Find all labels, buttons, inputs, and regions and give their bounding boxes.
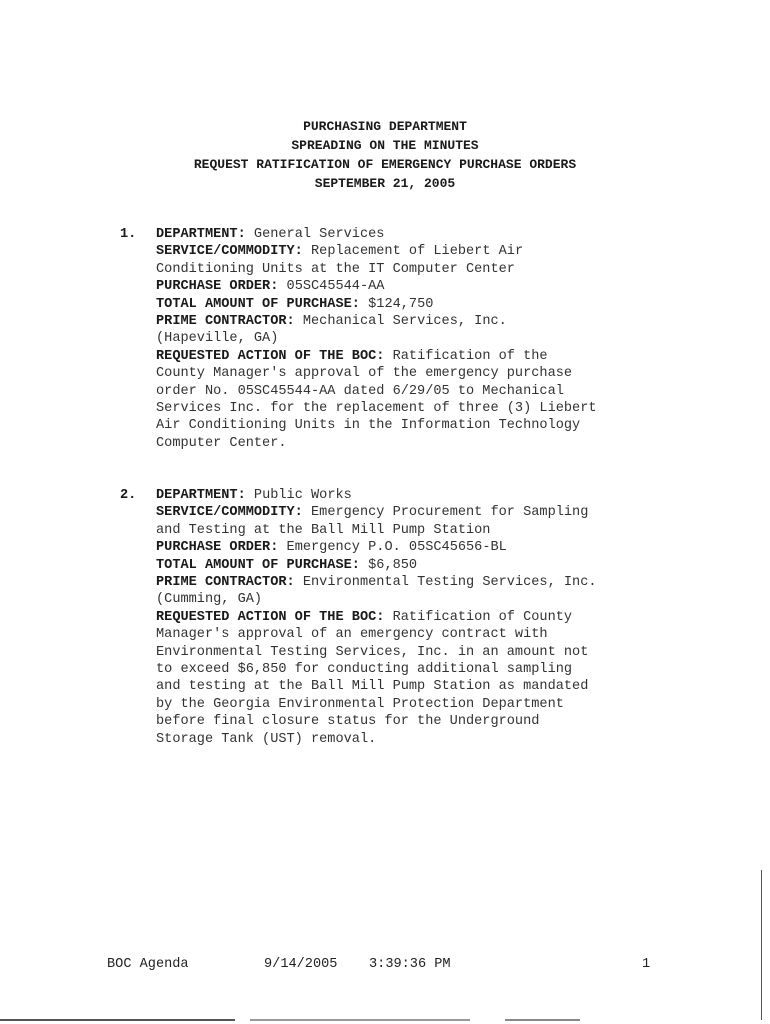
department-title: PURCHASING DEPARTMENT bbox=[303, 119, 467, 134]
contractor-location: (Cumming, GA) bbox=[156, 592, 263, 608]
contractor-location: (Hapeville, GA) bbox=[156, 331, 279, 347]
requested-action-line: by the Georgia Environmental Protection Department bbox=[156, 696, 564, 712]
requested-action-line: to exceed $6,850 for conducting additional sampling bbox=[156, 662, 573, 678]
requested-action-label: REQUESTED ACTION OF THE BOC: bbox=[156, 348, 385, 364]
requested-action-line: before final closure status for the Underground bbox=[156, 714, 540, 730]
footer-time: 3:39:36 PM bbox=[369, 957, 451, 972]
requested-action-value: Ratification of the bbox=[392, 348, 548, 364]
total-amount-value: $6,850 bbox=[368, 557, 418, 573]
purchase-order-label: PURCHASE ORDER: bbox=[156, 279, 279, 295]
footer-date: 9/14/2005 bbox=[264, 957, 338, 972]
purchase-order-label: PURCHASE ORDER: bbox=[156, 540, 279, 556]
meeting-date: SEPTEMBER 21, 2005 bbox=[314, 176, 456, 191]
requested-action-line: Manager's approval of an emergency contract with bbox=[156, 627, 548, 643]
prime-contractor-label: PRIME CONTRACTOR: bbox=[156, 314, 295, 330]
purchase-order-value: 05SC45544-AA bbox=[286, 279, 385, 295]
page-number: 1 bbox=[642, 957, 651, 972]
document-header bbox=[0, 117, 770, 193]
service-value: Emergency Procurement for Sampling bbox=[311, 505, 589, 521]
requested-action-line: and testing at the Ball Mill Pump Station as mandated bbox=[156, 679, 589, 695]
prime-contractor-value: Mechanical Services, Inc. bbox=[302, 314, 507, 330]
request-title: REQUEST RATIFICATION OF EMERGENCY PURCHASE ORDERS bbox=[193, 157, 577, 172]
department-label: DEPARTMENT: bbox=[156, 227, 246, 242]
section-title: SPREADING ON THE MINUTES bbox=[291, 138, 479, 153]
service-value-continued: Conditioning Units at the IT Computer Center bbox=[156, 261, 515, 277]
prime-contractor-label: PRIME CONTRACTOR: bbox=[156, 575, 295, 591]
item-details bbox=[156, 226, 676, 452]
item-details bbox=[156, 487, 676, 748]
item-number: 1. bbox=[120, 227, 137, 242]
total-amount-label: TOTAL AMOUNT OF PURCHASE: bbox=[156, 557, 360, 573]
service-label: SERVICE/COMMODITY: bbox=[156, 244, 303, 260]
purchase-order-value: Emergency P.O. 05SC45656-BL bbox=[286, 540, 507, 556]
requested-action-line: County Manager's approval of the emergency purchase bbox=[156, 366, 573, 382]
requested-action-line: Storage Tank (UST) removal. bbox=[156, 731, 377, 747]
total-amount-label: TOTAL AMOUNT OF PURCHASE: bbox=[156, 296, 360, 312]
requested-action-line: Computer Center. bbox=[156, 435, 287, 451]
scan-edge-line bbox=[0, 1019, 770, 1021]
service-value: Replacement of Liebert Air bbox=[311, 244, 524, 260]
requested-action-label: REQUESTED ACTION OF THE BOC: bbox=[156, 609, 385, 625]
requested-action-line: order No. 05SC45544-AA dated 6/29/05 to Mechanical bbox=[156, 383, 564, 399]
department-label: DEPARTMENT: bbox=[156, 488, 246, 503]
requested-action-line: Air Conditioning Units in the Information Technology bbox=[156, 418, 581, 434]
department-value: General Services bbox=[253, 227, 385, 242]
department-value: Public Works bbox=[253, 488, 352, 503]
requested-action-line: Environmental Testing Services, Inc. in an amount not bbox=[156, 644, 589, 660]
requested-action-line: Services Inc. for the replacement of three (3) Liebert bbox=[156, 401, 597, 417]
prime-contractor-value: Environmental Testing Services, Inc. bbox=[302, 575, 597, 591]
total-amount-value: $124,750 bbox=[368, 296, 434, 312]
requested-action-value: Ratification of County bbox=[392, 609, 573, 625]
footer-source: BOC Agenda bbox=[107, 957, 189, 972]
scan-edge-line bbox=[761, 870, 762, 1020]
service-value-continued: and Testing at the Ball Mill Pump Station bbox=[156, 522, 491, 538]
item-number: 2. bbox=[120, 488, 137, 503]
service-label: SERVICE/COMMODITY: bbox=[156, 505, 303, 521]
